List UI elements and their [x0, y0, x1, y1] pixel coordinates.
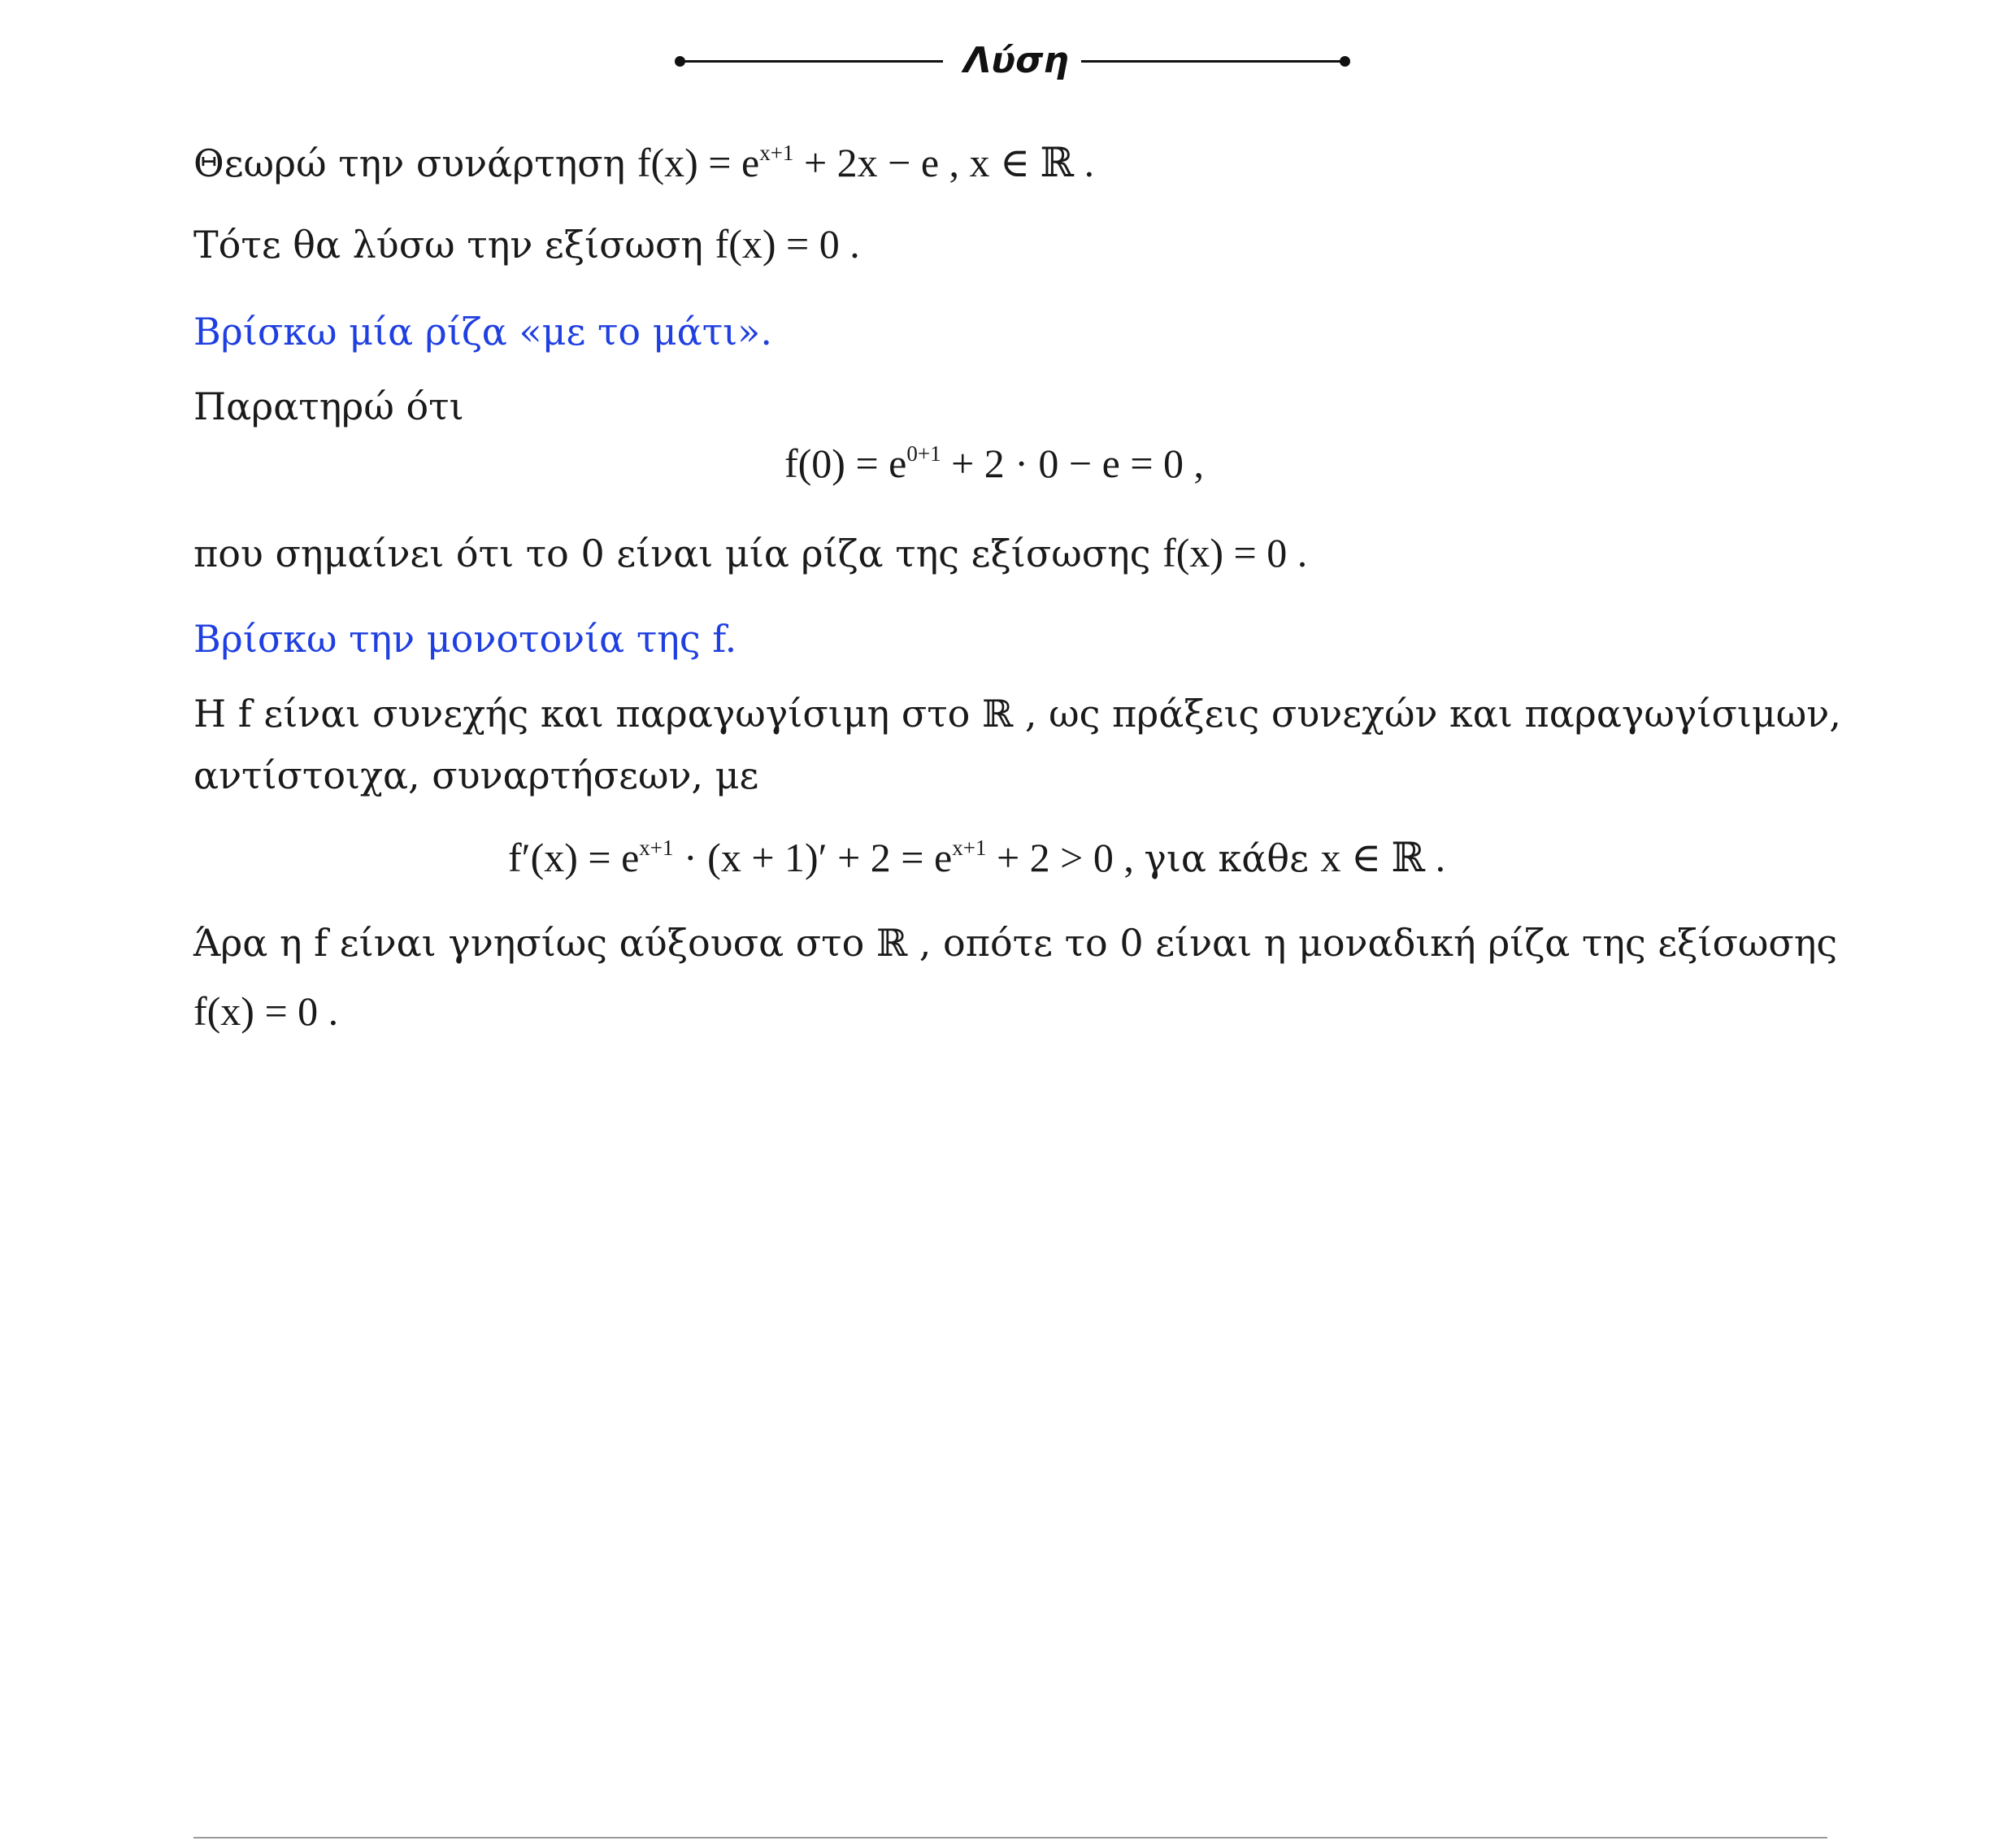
equation-f-zero: $f(0) = e^{0+1} + 2 \cdot 0 - e = 0$ , [784, 441, 1205, 486]
paragraph-conclusion-line2: f(x) = 0 . [193, 988, 339, 1034]
rule-right [1081, 60, 1345, 63]
paragraph-define-function: Θεωρώ την συνάρτηση $f(x) = e^{x+1} + 2x - e$ , x ∈ ℝ . [193, 140, 1095, 185]
paragraph-continuity-line1: Η f είναι συνεχής και παραγωγίσιμη στο ℝ , ως πράξεις συνεχών και παραγωγίσιμων, [193, 692, 1841, 736]
paragraph-continuity-line2: αντίστοιχα, συναρτήσεων, με [193, 753, 759, 797]
function-definition: $f(x) = e^{x+1} + 2x - e$ , x ∈ ℝ . [637, 140, 1095, 185]
equation-derivative: $f'(x) = e^{x+1} \cdot (x + 1)' + 2 = e^{x+1} + 2 > 0$ , για κάθε x ∈ ℝ . [508, 835, 1446, 880]
solution-title: Λύση [963, 40, 1069, 81]
footer-rule [193, 1837, 1827, 1838]
heading-find-root: Βρίσκω μία ρίζα «με το μάτι». [193, 310, 772, 354]
paragraph-conclusion-line1: Άρα η f είναι γνησίως αύξουσα στο ℝ , οπότε το 0 είναι η μοναδική ρίζα της εξίσωσης [193, 921, 1838, 965]
paragraph-equation-goal: Τότε θα λύσω την εξίσωση f(x) = 0 . [193, 221, 860, 267]
paragraph-observe: Παρατηρώ ότι [193, 384, 464, 428]
paragraph-root-found: που σημαίνει ότι το 0 είναι μία ρίζα της εξίσωσης f(x) = 0 . [193, 530, 1308, 575]
heading-monotonicity: Βρίσκω την μονοτονία της f. [193, 617, 737, 661]
solution-header [675, 33, 1349, 89]
rule-right-dot [1340, 56, 1350, 67]
rule-left [680, 60, 943, 63]
